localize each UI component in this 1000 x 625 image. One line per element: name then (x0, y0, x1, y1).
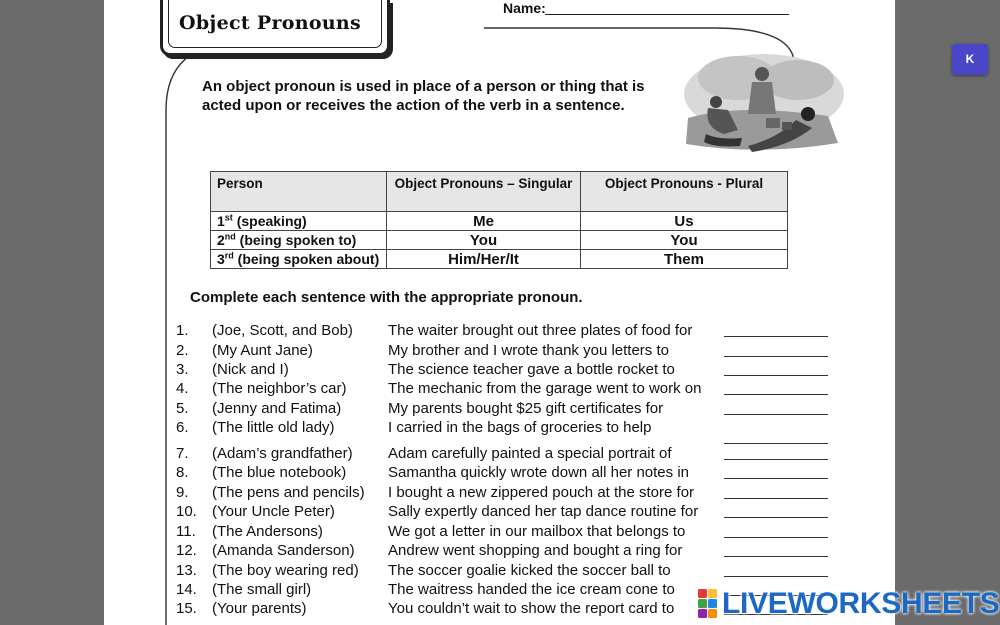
picnic-illustration (678, 48, 846, 160)
plural-cell: You (581, 231, 788, 250)
exercise-sentence: My parents bought $25 gift certificates for (388, 400, 664, 417)
answer-input[interactable] (724, 478, 828, 479)
worksheet-page (104, 0, 895, 625)
exercise-reference: (My Aunt Jane) (212, 342, 313, 359)
answer-input[interactable] (724, 556, 828, 557)
exercise-number: 9. (176, 484, 189, 501)
person-cell: 3rd (being spoken about) (211, 250, 387, 269)
exercise-sentence: We got a letter in our mailbox that belongs to (388, 523, 686, 540)
exercise-number: 12. (176, 542, 197, 559)
exercise-number: 8. (176, 464, 189, 481)
exercise-number: 4. (176, 380, 189, 397)
table-row (211, 250, 788, 269)
exercise-number: 6. (176, 419, 189, 436)
exercise-reference: (The pens and pencils) (212, 484, 365, 501)
title-box (160, 0, 390, 56)
exercise-reference: (The small girl) (212, 581, 312, 598)
person-cell: 2nd (being spoken to) (211, 231, 387, 250)
singular-cell: Me (387, 212, 581, 231)
exercise-reference: (The Andersons) (212, 523, 323, 540)
answer-input[interactable] (724, 375, 828, 376)
answer-input[interactable] (724, 336, 828, 337)
exercise-sentence: Sally expertly danced her tap dance routine for (388, 503, 699, 520)
name-field-line[interactable] (545, 14, 789, 15)
exercise-reference: (Amanda Sanderson) (212, 542, 355, 559)
person-cell: 1st (speaking) (211, 212, 387, 231)
exercise-reference: (Jenny and Fatima) (212, 400, 342, 417)
exercise-sentence: The waitress handed the ice cream cone to (388, 581, 675, 598)
exercise-number: 13. (176, 562, 197, 579)
exercise-reference: (The blue notebook) (212, 464, 347, 481)
answer-input[interactable] (724, 414, 828, 415)
exercise-sentence: Samantha quickly wrote down all her notes in (388, 464, 689, 481)
exercise-sentence: My brother and I wrote thank you letters to (388, 342, 669, 359)
answer-input[interactable] (724, 459, 828, 460)
exercise-reference: (Adam’s grandfather) (212, 445, 353, 462)
exercise-sentence: I bought a new zippered pouch at the store for (388, 484, 695, 501)
exercise-sentence: Adam carefully painted a special portrait of (388, 445, 672, 462)
table-row (211, 212, 788, 231)
exercise-sentence: You couldn’t wait to show the report card to (388, 600, 675, 617)
exercise-sentence: The science teacher gave a bottle rocket to (388, 361, 675, 378)
exercise-number: 10. (176, 503, 197, 520)
exercise-sentence: Andrew went shopping and bought a ring for (388, 542, 683, 559)
exercise-reference: (The neighbor’s car) (212, 380, 347, 397)
exercise-number: 11. (176, 523, 196, 540)
exercise-reference: (Your parents) (212, 600, 307, 617)
table-header: Person (211, 172, 387, 212)
exercise-sentence: The mechanic from the garage went to work on (388, 380, 702, 397)
exercise-reference: (The little old lady) (212, 419, 335, 436)
singular-cell: You (387, 231, 581, 250)
answer-input[interactable] (724, 394, 828, 395)
answer-input[interactable] (724, 443, 828, 444)
exercise-number: 2. (176, 342, 189, 359)
exercise-sentence: I carried in the bags of groceries to help (388, 419, 652, 436)
exercise-reference: (Joe, Scott, and Bob) (212, 322, 353, 339)
page-title: Object Pronouns (179, 12, 362, 34)
pronoun-table (210, 171, 788, 269)
exercise-sentence: The soccer goalie kicked the soccer ball to (388, 562, 671, 579)
plural-cell: Them (581, 250, 788, 269)
answer-input[interactable] (724, 576, 828, 577)
exercise-reference: (Your Uncle Peter) (212, 503, 335, 520)
answer-input[interactable] (724, 498, 828, 499)
logo-text: LIVEWORKSHEETS (722, 587, 1000, 620)
exercise-number: 14. (176, 581, 197, 598)
instructions: Complete each sentence with the appropriate pronoun. (190, 289, 583, 306)
exercise-number: 3. (176, 361, 189, 378)
table-header: Object Pronouns – Singular (387, 172, 581, 212)
k-button[interactable]: K (952, 44, 988, 75)
answer-input[interactable] (724, 517, 828, 518)
liveworksheets-logo-icon (696, 587, 720, 621)
exercise-reference: (The boy wearing red) (212, 562, 359, 579)
exercise-number: 7. (176, 445, 189, 462)
exercise-sentence: The waiter brought out three plates of food for (388, 322, 693, 339)
answer-input[interactable] (724, 537, 828, 538)
table-header: Object Pronouns - Plural (581, 172, 788, 212)
singular-cell: Him/Her/It (387, 250, 581, 269)
exercise-number: 1. (176, 322, 189, 339)
plural-cell: Us (581, 212, 788, 231)
name-label: Name: (503, 0, 546, 16)
exercise-reference: (Nick and I) (212, 361, 289, 378)
answer-input[interactable] (724, 356, 828, 357)
intro-text: An object pronoun is used in place of a person or thing that is acted upon or receives the action of the verb in a sentence. (202, 78, 645, 114)
table-row (211, 231, 788, 250)
exercise-number: 5. (176, 400, 189, 417)
exercise-number: 15. (176, 600, 197, 617)
